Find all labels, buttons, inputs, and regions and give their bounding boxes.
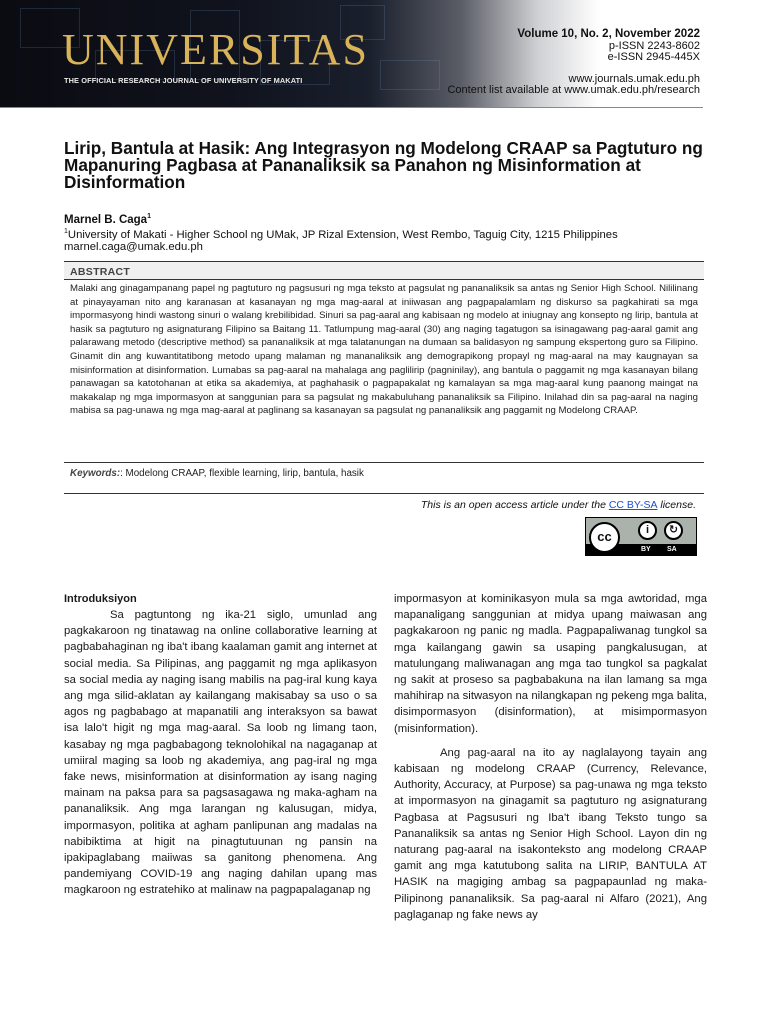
license-suffix: license. [657, 499, 696, 511]
p-issn: p-ISSN 2243-8602 [608, 39, 700, 52]
body-column-left [64, 591, 377, 899]
header-divider [0, 107, 703, 108]
keywords [70, 468, 364, 479]
journal-name: UNIVERSITAS [62, 25, 369, 74]
journal-website[interactable]: www.journals.umak.edu.ph [568, 72, 700, 85]
content-list-link[interactable]: Content list available at www.umak.edu.ph/research [447, 84, 700, 96]
affiliation-text: University of Makati - Higher School ng UMak, JP Rizal Extension, West Rembo, Taguig City, 1215 Philippines [67, 228, 618, 241]
section-heading: Introduksiyon [64, 593, 137, 605]
body-paragraph: Sa pagtuntong ng ika-21 siglo, umunlad ang pagkakaroon ng tinatawag na online collaborative learning at pagbabahaginan ng iba't ibang kaalaman gamit ang internet at social media. Sa Pilipinas, ang paggamit ng mga aplikasyon sa social media ay naging isang mabilis na pag-iral kung kaya ang mga silid-aklatan ay kailangang makisabay sa uso o sa agos ng pagbabago at mapanatili ang interaksyon sa bawat isa lalo't higit ng mga mag-aaral. Sa loob ng limang taon, kasabay ng mga pagbabagong teknolohikal na nagaganap at umiiral maging sa loob ng akademiya, ang pag-iral ng mga fake news, misinformation at disinformation ay isang naging mainam na paksa para sa pagsasagawa ng maka-agham na pananaliksik. Ang mga larangan ng kalusugan, midya, impormasyon, politika at agham panlipunan ang madalas na nabibiktima at higit na pinagtutuunan ng pansin na ipakipaglabang maiiwas sa ganitong phenomena. Ang pandemiyang COVID-19 ang naging dahilan upang mas magkaroon ng estratehiko at malinaw na pagpapalaganap ng [64, 609, 377, 897]
cc-icon: cc [589, 522, 620, 553]
license-link[interactable]: CC BY-SA [608, 499, 658, 511]
author-affiliation [64, 226, 618, 253]
abstract-label: ABSTRACT [70, 266, 131, 278]
body-paragraph: Ang pag-aaral na ito ay naglalayong tayain ang kabisaan ng modelong CRAAP (Currency, Relevance, Authority, Accuracy, at Purpose) sa pag-unawa ng mga teksto at impormasyon na ginagamit sa pagtuturo ng asignaturang Pagbasa at Pagsusuri ng Iba't ibang Teksto tungo sa Pananaliksik sa antas ng Senior High School. Layon din ng naturang pag-aaral na isakonteksto ang modelong CRAAP gamit ang mga katutubong salita na LIRIP, BANTULA AT HASIK na magiging ambag sa pagpapaunlad ng maka-Pilipinong pananaliksik. Sa pag-aaral ni Alfaro (2021), Ang paglaganap ng fake news ay [394, 746, 707, 921]
author-superscript: 1 [147, 213, 151, 220]
abstract-header-rule [64, 279, 704, 280]
abstract-bottom-rule [64, 462, 704, 463]
article-title: Lirip, Bantula at Hasik: Ang Integrasyon ng Modelong CRAAP sa Pagtuturo ng Mapanuring Pagbasa at Pananaliksik sa Panahon ng Misinformation at Disinformation [64, 138, 703, 192]
keywords-text: : Modelong CRAAP, flexible learning, lirip, bantula, hasik [120, 468, 364, 479]
share-alike-icon: ↻ [664, 521, 683, 540]
author-name [64, 213, 151, 226]
e-issn: e-ISSN 2945-445X [607, 51, 700, 63]
author-email[interactable]: marnel.caga@umak.edu.ph [64, 240, 203, 253]
cc-by-sa-badge[interactable] [585, 517, 697, 556]
abstract-text: Malaki ang ginagampanang papel ng pagtuturo ng pagsusuri ng mga teksto at pagsulat ng pananaliksik sa antas ng Senior High School. Nililinang at pinayayaman nito ang karanasan at kasanayan ng mga mag-aaral at iniiwasan ang pagpapalamlam ng diskurso sa pagkahirati sa mga impormasyong hindi wastong sinuri o walang krebilibidad. Sinuri sa pag-aaral ang kabisaan ng modelo at iniugnay ang konsepto ng lirip, bantula at hasik sa pagtuturo ng asignaturang Filipino sa Baitang 11. Tatlumpung mag-aaral (30) ang naging tagatugon sa isinagawang pag-aaral gamit ang palarawang metodo (descriptive method) sa pananaliksik at mga talatanungan na dumaan sa balidasyon ng sampung ekspertong guro sa Filipino. Ginamit din ang kuwantitatibong metodo upang malaman ng mananaliksik ang demograpikong propayl ng mag-aaral na may kaugnayan sa misinformation at disinformation. Lumabas sa pag-aaral na mahalaga ang paglilirip (pagninilay), ang bantula o paggamit ng mga kasanayan bilang panawagan sa katotohanan at etika sa akademiya, at paghahasik o pagpapakalat ng kamalayan sa mga mag-aaral kung paanong maingat na makakalap ng mga impormasyon at sanggunian para sa pagsulat ng makabuluhang pananaliksik sa Filipino. Inilahad din sa pag-aaral na naging mabisa sa pag-unawa ng mga mag-aaral at paglinang sa kasanayan sa pagsulat ng pananaliksik ang paggamit ng Modelong CRAAP. [70, 283, 698, 417]
journal-meta [447, 29, 700, 97]
body-column-right [394, 591, 707, 923]
author-name-text: Marnel B. Caga [64, 213, 148, 226]
journal-subtitle: THE OFFICIAL RESEARCH JOURNAL OF UNIVERSITY OF MAKATI [64, 76, 303, 85]
attribution-icon: i [638, 521, 657, 540]
badge-by-label: BY [641, 546, 651, 553]
badge-sa-label: SA [667, 546, 677, 553]
affiliation-superscript: 1 [64, 228, 68, 235]
body-paragraph: impormasyon at kominikasyon mula sa mga awtoridad, mga mapanaligang sanggunian at midya upang maiwasan ang pagkakaroon ng panic ng madla. Pagpapaliwanag tungkol sa mga kailangang gawin sa usaping pangkalusugan, at matulungang maliwanagan ang mga tao tungkol sa pagkalat ng sakit at proseso sa pagbabakuna na ilan lamang sa mga mahihirap na sitwasyon na nilangkapan ng pekeng mga balita, disimpormasyon (disinformation), at misimpormasyon (misinformation). [394, 593, 707, 735]
license-prefix: This is an open access article under the [420, 499, 609, 511]
volume-info: Volume 10, No. 2, November 2022 [517, 28, 700, 40]
abstract-header-bg [64, 262, 704, 279]
license-notice [421, 499, 696, 511]
keywords-bottom-rule [64, 493, 704, 494]
keywords-label: Keywords: [70, 468, 121, 479]
